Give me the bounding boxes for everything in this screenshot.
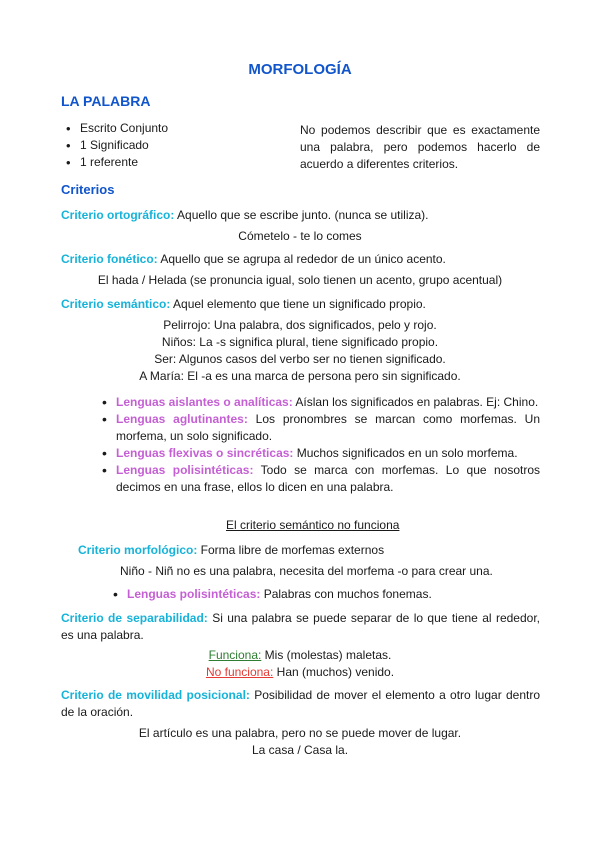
criterio-text: Aquello que se escribe junto. (nunca se utiliza). xyxy=(174,208,429,222)
list-item: • Escrito Conjunto xyxy=(80,120,168,137)
criterio-text: Forma libre de morfemas externos xyxy=(197,543,385,557)
lengua-text: Muchos significados en un solo morfema. xyxy=(293,446,518,460)
list-item xyxy=(127,586,527,603)
lengua-label: Lenguas polisintéticas: xyxy=(116,463,254,477)
criterio-label: Criterio ortográfico: xyxy=(61,208,175,222)
criterio-ortografico xyxy=(61,207,541,224)
lengua-label: Lenguas aglutinantes: xyxy=(116,412,248,426)
criterio-separabilidad xyxy=(61,610,540,644)
no-funciona-label: No funciona: xyxy=(205,665,274,679)
criterio-label: Criterio fonético: xyxy=(61,252,158,266)
example-line: A María: El -a es una marca de persona pero sin significado. xyxy=(139,369,461,383)
list-item xyxy=(116,462,540,496)
page-title: MORFOLOGÍA xyxy=(248,61,352,78)
lengua-label: Lenguas aislantes o analíticas: xyxy=(116,395,293,409)
funciona-label: Funciona: xyxy=(208,648,262,662)
criterio-movilidad xyxy=(61,687,540,721)
list-item xyxy=(116,411,540,445)
lengua-text: Aíslan los significados en palabras. Ej: Chino. xyxy=(292,395,539,409)
palabra-note: No podemos describir que es exactamente una palabra, pero podemos hacerlo de acuerdo a diferentes criterios. xyxy=(300,123,540,171)
example-funciona xyxy=(0,647,600,664)
criterio-text: Si una palabra se puede separar de lo que tiene al rededor, es una palabra. xyxy=(61,611,540,642)
example-movilidad-2: La casa / Casa la. xyxy=(251,743,349,757)
section-heading-palabra: LA PALABRA xyxy=(61,93,151,109)
example-line: Pelirrojo: Una palabra, dos significados, pelo y rojo. xyxy=(163,318,437,332)
list-item: • 1 referente xyxy=(80,154,168,171)
criterio-fonetico xyxy=(61,251,541,268)
criterio-semantico xyxy=(61,296,541,313)
lengua-text: Todo se marca con morfemas. Lo que nosotros decimos en una frase, ellos lo dicen en una palabra. xyxy=(116,463,541,494)
lengua-label: Lenguas flexivas o sincréticas: xyxy=(116,446,294,460)
example-line: Ser: Algunos casos del verbo ser no tienen significado. xyxy=(154,352,446,366)
lenguas-list xyxy=(116,394,540,496)
criterio-label: Criterio morfológico: xyxy=(78,543,198,557)
criterio-label: Criterio de separabilidad: xyxy=(61,611,208,625)
funciona-text: Mis (molestas) maletas. xyxy=(261,648,392,662)
criterio-morfologico xyxy=(78,542,538,559)
example-morfologico: Niño - Niñ no es una palabra, necesita del morfema -o para crear una. xyxy=(120,564,493,578)
lengua-label: Lenguas polisintéticas: xyxy=(127,587,261,601)
examples-semantico xyxy=(0,317,600,385)
criterio-text: Aquello que se agrupa al rededor de un único acento. xyxy=(157,252,446,266)
lengua-text: Palabras con muchos fonemas. xyxy=(260,587,432,601)
criterio-text: Aquel elemento que tiene un significado propio. xyxy=(170,297,426,311)
criterio-label: Criterio de movilidad posicional: xyxy=(61,688,250,702)
example-no-funciona xyxy=(0,664,600,681)
example-fonetico: El hada / Helada (se pronuncia igual, solo tienen un acento, grupo acentual) xyxy=(97,273,503,287)
list-item xyxy=(116,445,540,462)
lengua-text: Los pronombres se marcan como morfemas. Un morfema, un solo significado. xyxy=(116,412,540,443)
example-ortografico: Cómetelo - te lo comes xyxy=(238,229,362,243)
semantico-conclusion: El criterio semántico no funciona xyxy=(226,518,400,532)
list-item xyxy=(116,394,540,411)
no-funciona-text: Han (muchos) venido. xyxy=(273,665,395,679)
palabra-list xyxy=(80,120,168,171)
example-line: Niños: La -s significa plural, tiene significado propio. xyxy=(161,335,439,349)
morfologico-sublist xyxy=(127,586,527,603)
list-item: • 1 Significado xyxy=(80,137,168,154)
example-movilidad-1: El artículo es una palabra, pero no se puede mover de lugar. xyxy=(138,726,462,740)
section-heading-criterios: Criterios xyxy=(61,182,115,197)
criterio-text: Posibilidad de mover el elemento a otro lugar dentro de la oración. xyxy=(61,688,541,719)
criterio-label: Criterio semántico: xyxy=(61,297,171,311)
